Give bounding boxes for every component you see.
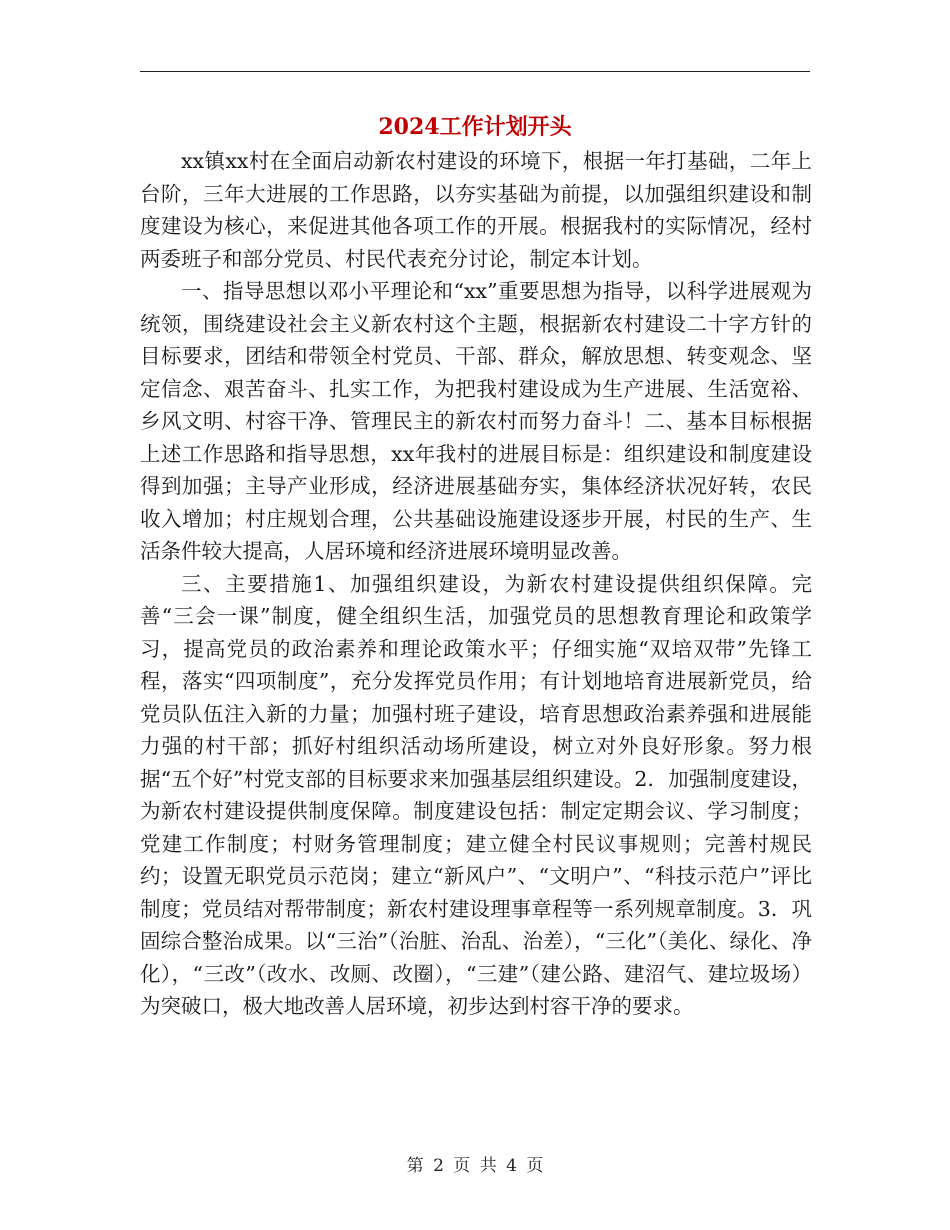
page-number-footer: 第 2 页 共 4 页 [406,1156,544,1176]
paragraph-intro: xx镇xx村在全面启动新农村建设的环境下，根据一年打基础，二年上台阶，三年大进展的工作思路，以夯实基础为前提，以加强组织建设和制度建设为核心，来促进其他各项工作的开展。根据我村的实际情况，经村两委班子和部分党员、村民代表充分讨论，制定本计划。 [140,149,812,271]
document-body [140,145,812,1023]
paragraph-guiding-ideology: 一、指导思想以邓小平理论和“xx”重要思想为指导，以科学进展观为统领，围绕建设社会主义新农村这个主题，根据新农村建设二十字方针的目标要求，团结和带领全村党员、干部、群众，解放思想、转变观念、坚定信念、艰苦奋斗、扎实工作，为把我村建设成为生产进展、生活宽裕、乡风文明、村容干净、管理民主的新农村而努力奋斗！二、基本目标根据上述工作思路和指导思想，xx年我村的进展目标是：组织建设和制度建设得到加强；主导产业形成，经济进展基础夯实，集体经济状况好转，农民收入增加；村庄规划合理，公共基础设施建设逐步开展，村民的生产、生活条件较大提高，人居环境和经济进展环境明显改善。 [140,279,812,563]
header-rule [140,71,810,72]
document-title: 2024工作计划开头 [378,114,572,140]
paragraph-main-measures: 三、主要措施1、加强组织建设，为新农村建设提供组织保障。完善“三会一课”制度，健全组织生活，加强党员的思想教育理论和政策学习，提高党员的政治素养和理论政策水平；仔细实施“双培双带”先锋工程，落实“四项制度”，充分发挥党员作用；有计划地培育进展新党员，给党员队伍注入新的力量；加强村班子建设，培育思想政治素养强和进展能力强的村干部；抓好村组织活动场所建设，树立对外良好形象。努力根据“五个好”村党支部的目标要求来加强基层组织建设。2．加强制度建设，为新农村建设提供制度保障。制度建设包括：制定定期会议、学习制度；党建工作制度；村财务管理制度；建立健全村民议事规则；完善村规民约；设置无职党员示范岗；建立“新风户”、“文明户”、“科技示范户”评比制度；党员结对帮带制度；新农村建设理事章程等一系列规章制度。3．巩固综合整治成果。以“三治”（治脏、治乱、治差），“三化”（美化、绿化、净化），“三改”（改水、改厕、改圈），“三建”（建公路、建沼气、建垃圾场）为突破口，极大地改善人居环境，初步达到村容干净的要求。 [140,571,812,1018]
